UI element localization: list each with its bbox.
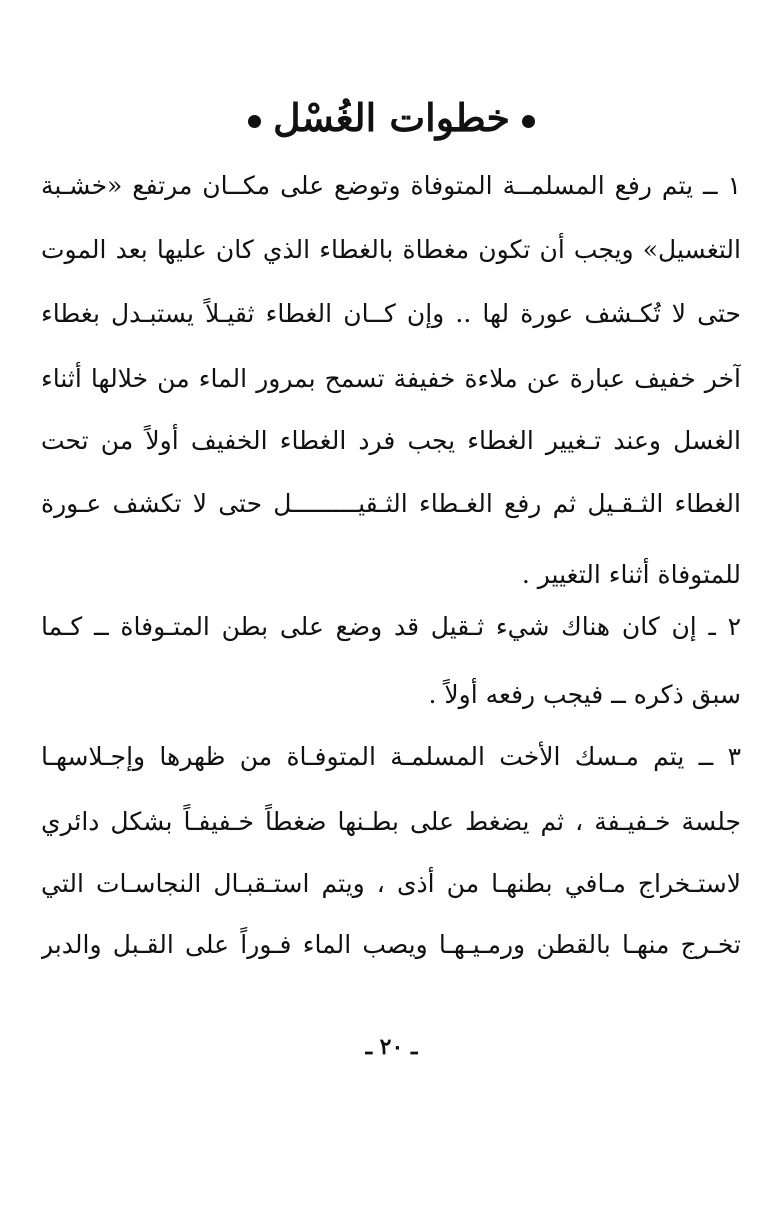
text-line: للمتوفاة أثناء التغيير .	[521, 560, 741, 589]
text-line: جلسة خـفيـفة ، ثم يضغط على بطـنها ضغطاً خـفيفـاً بشكل دائري	[41, 807, 741, 836]
bullet-icon	[522, 115, 535, 128]
section-title-text: خطوات الغُسْل	[273, 95, 510, 140]
text-line: ٢ ـ إن كان هناك شيء ثـقيل قد وضع على بطن المتـوفاة ــ كـما	[41, 612, 741, 641]
text-line: حتى لا تُكـشف عورة لها .. وإن كــان الغطاء ثقيـلاً يستبـدل بغطاء	[41, 299, 741, 328]
text-line: آخر خفيف عبارة عن ملاءة خفيفة تسمح بمرور الماء من خلالها أثناء	[41, 364, 741, 393]
text-line: لاستـخراج مـافي بطنهـا من أذى ، ويتم استـقبـال النجاسـات التي	[41, 869, 741, 898]
text-line: الغسل وعند تـغيير الغطاء يجب فرد الغطاء الخفيف أولاً من تحت	[41, 426, 741, 455]
text-line: التغسيل» ويجب أن تكون مغطاة بالغطاء الذي كان عليها بعد الموت	[41, 235, 741, 264]
page-number: ـ ٢٠ ـ	[365, 1034, 418, 1060]
text-line: ٣ ــ يتم مـسك الأخت المسلمـة المتوفـاة من ظهرها وإجـلاسهـا	[41, 742, 741, 771]
bullet-icon	[248, 115, 261, 128]
section-title	[0, 88, 783, 148]
text-line: سبق ذكره ــ فيجب رفعه أولاً .	[428, 680, 741, 709]
text-line: الغطاء الثـقـيل ثم رفع الغـطاء الثـقيـــــــــل حتى لا تكشف عـورة	[41, 489, 741, 518]
text-line: ١ ــ يتم رفع المسلمــة المتوفاة وتوضع على مكــان مرتفع «خشـبة	[41, 171, 741, 200]
text-line: تخـرج منهـا بالقطن ورمـيـهـا ويصب الماء فـوراً على القـبل والدبر	[41, 930, 741, 959]
